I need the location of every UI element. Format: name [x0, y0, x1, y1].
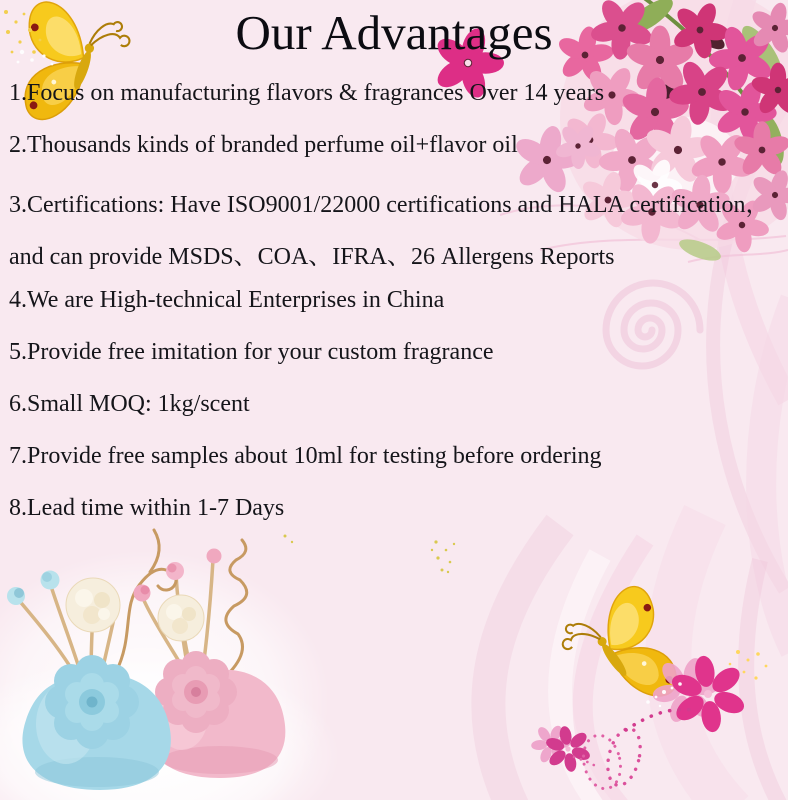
- advantage-line-3-continued: and can provide MSDS、COA、IFRA、26 Allergens Reports: [9, 244, 615, 270]
- advantage-line-5: 5.Provide free imitation for your custom fragrance: [9, 339, 494, 365]
- advantage-line-8: 8.Lead time within 1-7 Days: [9, 495, 285, 521]
- diffuser-image: [0, 530, 340, 800]
- advantage-line-4: 4.We are High-technical Enterprises in China: [9, 287, 445, 313]
- advantage-line-2: 2.Thousands kinds of branded perfume oil+flavor oil: [9, 132, 518, 158]
- advantage-line-3: 3.Certifications: Have ISO9001/22000 certifications and HALA certification，: [9, 192, 770, 218]
- advantage-line-6: 6.Small MOQ: 1kg/scent: [9, 391, 250, 417]
- page-title: Our Advantages: [235, 5, 553, 60]
- advantage-line-1: 1.Focus on manufacturing flavors & fragrances Over 14 years: [9, 80, 605, 106]
- advantage-line-7: 7.Provide free samples about 10ml for testing before ordering: [9, 443, 602, 469]
